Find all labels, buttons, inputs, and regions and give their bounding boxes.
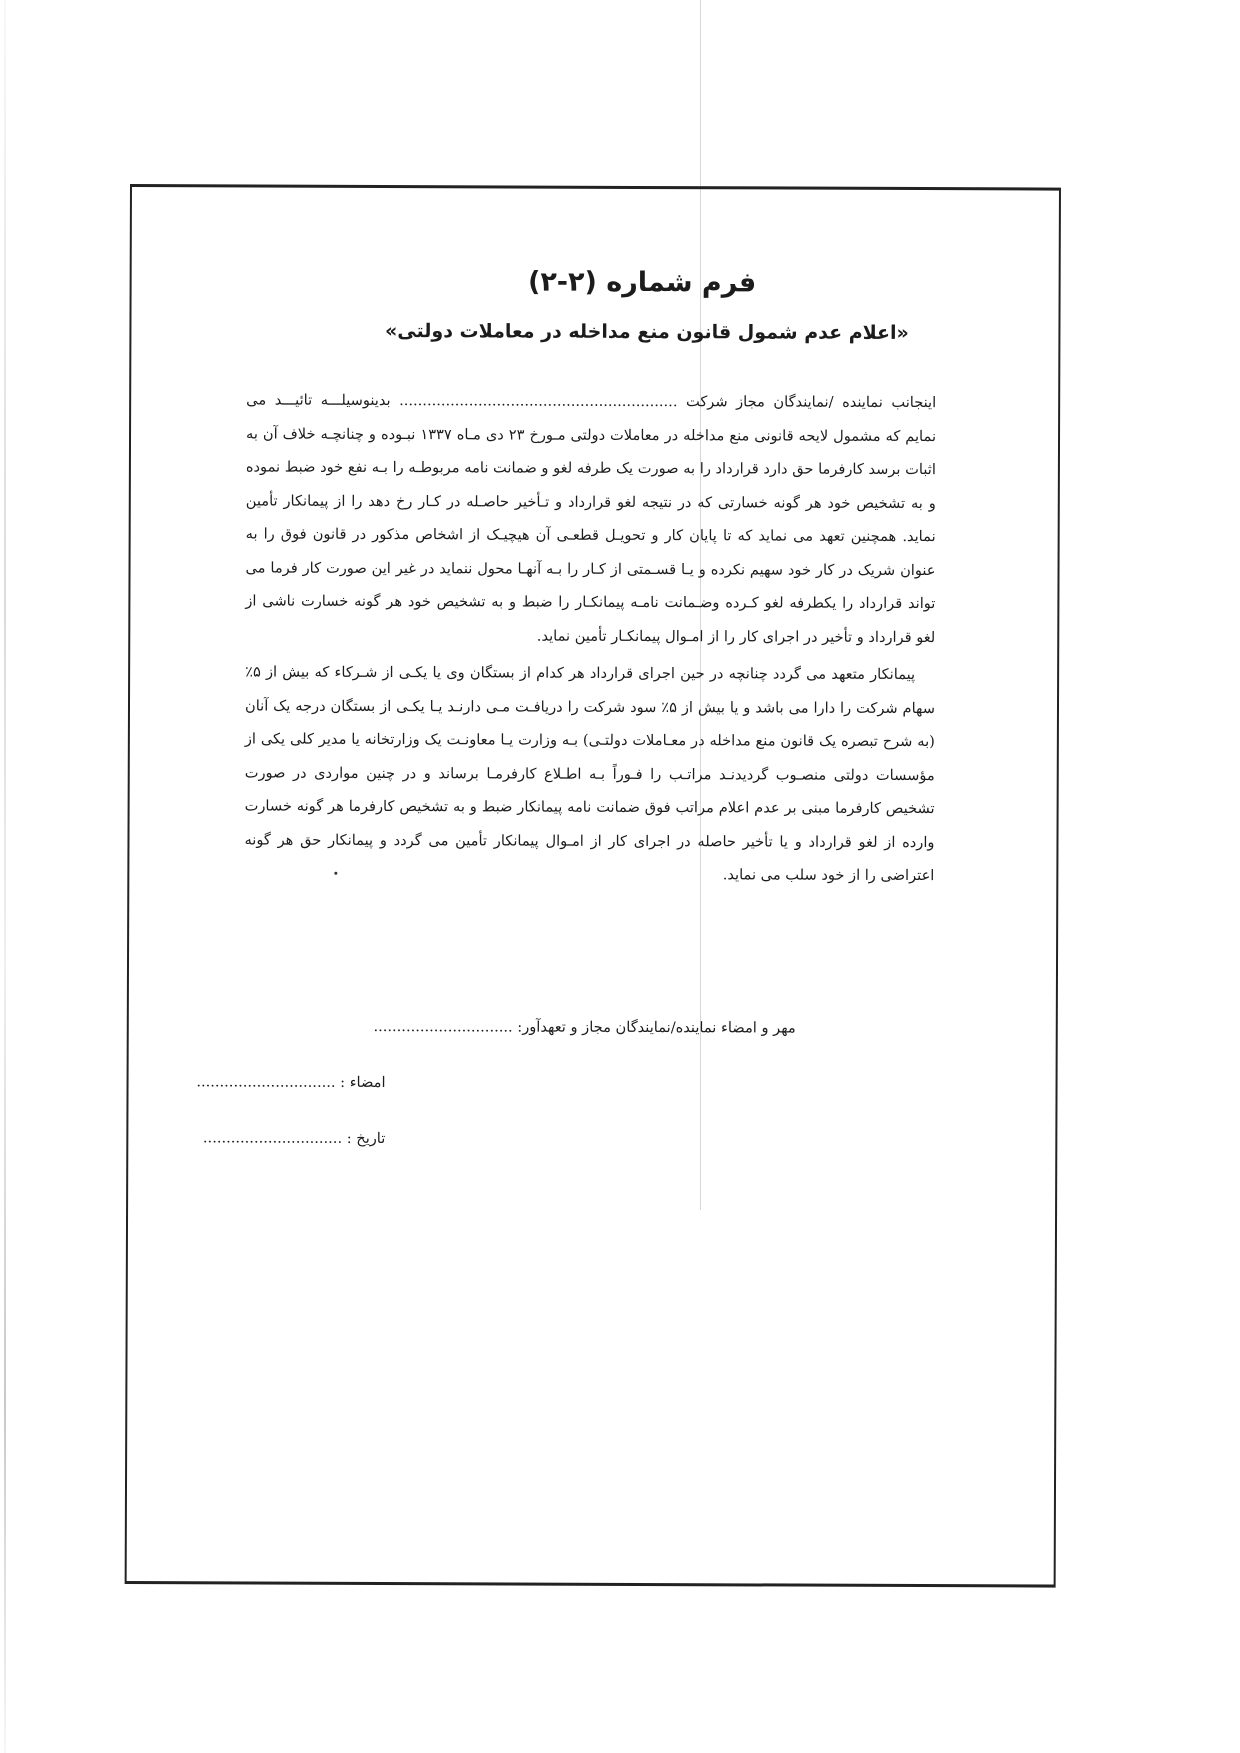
paragraph-contractor-obligation: پیمانکار متعهد می گردد چنانچه در حین اجرای قرارداد هر کدام از بستگان وی یا یکـی از شـرکاء که بیش از ۵٪ سهام شرکت را دارا می باشد و یا بیش از ۵٪ سود شرکت را دریافـت مـی دارنـد یـا یکـی از بستگان درجه یک آنان (به شرح تبصره یک قانون منع مداخله در معـاملات دولتـی) بـه وزارت یـا معاونـت یک وزارتخانه یا مدیر کلی یکی از مؤسسات دولتی منصـوب گردیدنـد مراتـب را فـوراً بـه اطـلاع کارفرمـا برساند و در چنین مواردی در صورت تشخیص کارفرما مبنی بر عدم اعلام مراتب فوق ضمانت نامه پیمانکار ضبط و به تشخیص کارفرما هر گونه خسارت وارده از لغو قرارداد و یا تأخیر حاصله در اجرای کار از امـوال پیمانکار تأمین می گردد و پیمانکار حق هر گونه اعتراضی را از خود سلب می نماید. <box>244 663 936 885</box>
form-subtitle: «اعلام عدم شمول قانون منع مداخله در معاملات دولتی» <box>384 319 909 344</box>
seal-signature-line: مهر و امضاء نماینده/نمایندگان مجاز و تعهدآور: .............................. <box>373 1017 796 1037</box>
date-line: تاریخ : .............................. <box>202 1129 386 1147</box>
form-frame <box>125 184 1061 1588</box>
scan-speck <box>334 872 337 875</box>
signature-line: امضاء : .............................. <box>196 1073 386 1091</box>
form-title: فرم شماره (۲-۲) <box>527 266 757 299</box>
paragraph-declaration: اینجانب نماینده /نمایندگان مجاز شرکت ............................................................ بدینوسیلـــه تائیـــد می نمایم که مشمول لایحه قانونی منع مداخله در معاملات دولتی مـورخ ۲۳ دی مـاه ۱۳۳۷ نبـوده و چنانچـه خلاف آن به اثبات برسد کارفرما حق دارد قرارداد را به صورت یک طرفه لغو و ضمانت نامه مربوطـه را بـه نفع خود ضبط نموده و به تشخیص خود هر گونه خسارتی که در نتیجه لغو قرارداد و تـأخیر حاصـله در کـار رخ دهد را از پیمانکار تأمین نماید. همچنین تعهد می نماید که تا پایان کار و تحویـل قطعـی آن هیچیـک از اشخاص مذکور در قانون فوق را به عنوان شریک در کار خود سهیم نکرده و یـا قسـمتی از کـار را بـه آنهـا محول ننماید در غیر این صورت کار فرما می تواند قرارداد را یکطرفه لغو کـرده وضـمانت نامـه پیمانکـار را ضبط و به تشخیص خود هر گونه خسارت ناشی از لغو قرارداد و تأخیر در اجرای کار را از امـوال پیمانکـار تأمین نماید. <box>245 391 937 646</box>
form-body <box>244 383 936 892</box>
scan-edge <box>4 0 6 1753</box>
